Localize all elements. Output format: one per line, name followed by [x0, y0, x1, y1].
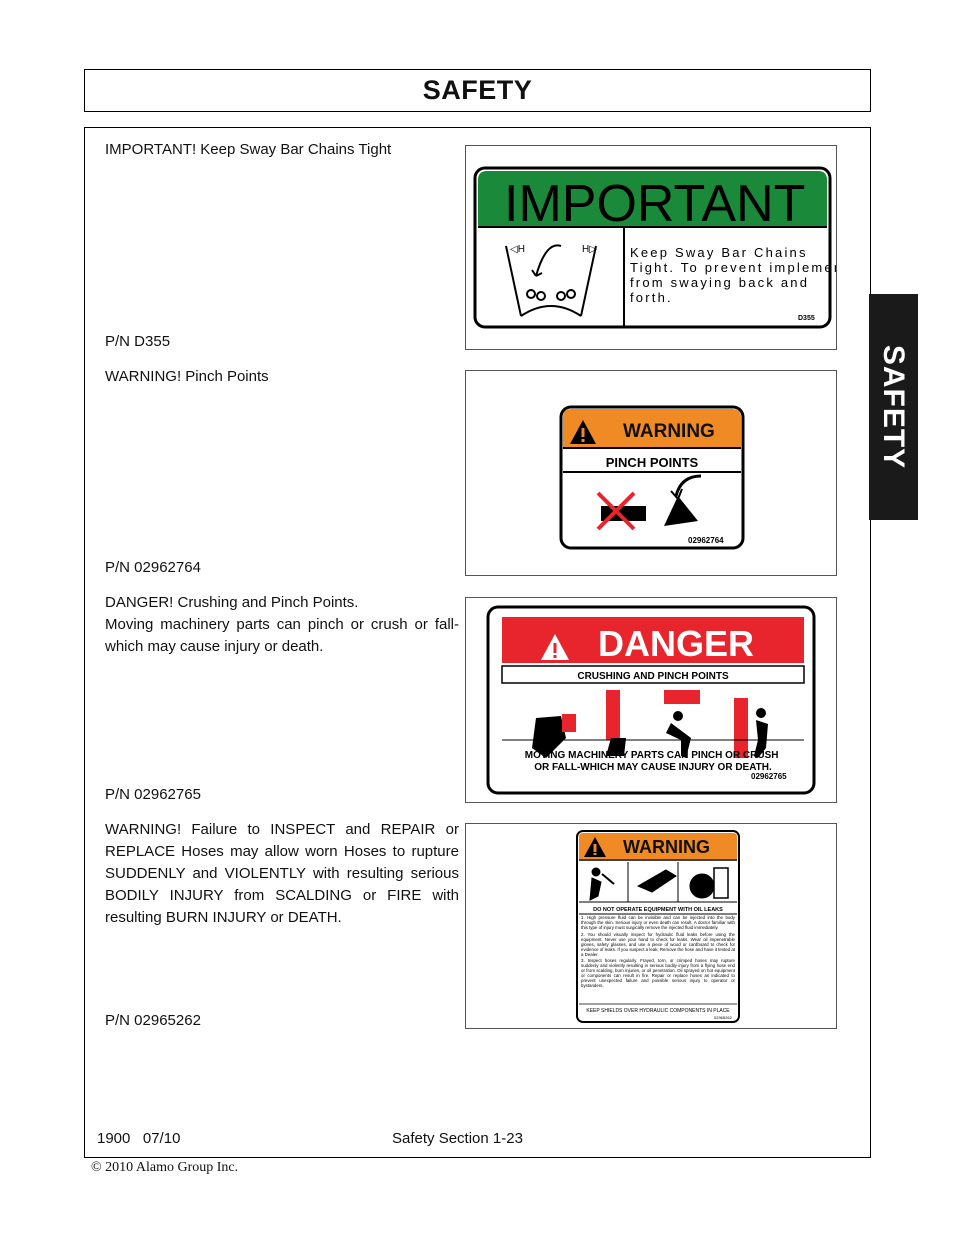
- danger-footer-line: OR FALL-WHICH MAY CAUSE INJURY OR DEATH.: [534, 762, 772, 773]
- important-message-line: Tight. To prevent implement: [630, 260, 836, 275]
- decal-important-d355: [465, 145, 837, 350]
- decal-subtitle: PINCH POINTS: [605, 455, 699, 470]
- important-decal-graphic: [466, 146, 836, 349]
- danger-footer-line: MOVING MACHINERY PARTS CAN PINCH OR CRUSH: [524, 750, 779, 761]
- section-body: Moving machinery parts can pinch or crush or fall-which may cause injury or death.: [105, 616, 459, 655]
- footer-model-date-text: 1900 07/10: [97, 1130, 181, 1147]
- warning-banner-text: WARNING: [623, 421, 715, 442]
- part-number: P/N D355: [105, 333, 171, 350]
- hose-warning-item: 3. Inspect hoses regularly. Frayed, torn, or crimped hoses may rupture suddenly and violently resulting in serious bodily injury from a flying hose end or from scalding, burn injuries, or oil penetration. Oil sprayed on hot equipment or components can result in fire. Repair or replace hoses as indicated to prevent unexpected failure and possible serious injury to operator or bystanders.: [581, 958, 735, 988]
- hose-decal-footer: KEEP SHIELDS OVER HYDRAULIC COMPONENTS IN PLACE: [586, 1008, 730, 1014]
- decal-warning-02962764: [465, 370, 837, 576]
- decal-code: 02965262: [714, 1015, 732, 1020]
- danger-decal-graphic: [466, 598, 836, 802]
- important-banner-text: IMPORTANT: [504, 175, 806, 233]
- decal-code: 02962764: [688, 536, 724, 545]
- important-message-line: from swaying back and: [630, 275, 810, 290]
- svg-text:H▷: H▷: [582, 244, 597, 255]
- decal-warning-02965262: [465, 823, 837, 1029]
- section-body: WARNING! Failure to INSPECT and REPAIR or REPLACE Hoses may allow worn Hoses to rupture SUDDENLY and VIOLENTLY with resulting serious BODILY INJURY from SCALDING or FIRE with resulting BURN INJURY or DEATH.: [105, 821, 459, 926]
- important-message-line: Keep Sway Bar Chains: [630, 245, 808, 260]
- warning-banner-text: WARNING: [623, 837, 710, 857]
- part-number: P/N 02962765: [105, 786, 201, 803]
- section-heading: WARNING! Pinch Points: [105, 368, 269, 385]
- danger-banner-text: DANGER: [598, 623, 755, 664]
- important-message-line: forth.: [630, 290, 673, 305]
- hose-decal-graphic: [466, 824, 836, 1028]
- section-tab-label: SAFETY: [877, 344, 911, 470]
- pinch-decal-graphic: [466, 371, 836, 575]
- page-title: SAFETY: [422, 75, 533, 105]
- section-heading: DANGER! Crushing and Pinch Points.: [105, 594, 359, 611]
- decal-subtitle: CRUSHING AND PINCH POINTS: [577, 671, 729, 682]
- decal-code: 02962765: [751, 772, 787, 781]
- svg-text:MOVING MACHINERY PARTS CAN PIN: [525, 750, 782, 773]
- section-tab: [869, 294, 918, 520]
- part-number: P/N 02962764: [105, 559, 201, 576]
- decal-danger-02962765: [465, 597, 837, 803]
- svg-text:◁H: ◁H: [510, 244, 525, 255]
- copyright: © 2010 Alamo Group Inc.: [91, 1160, 239, 1175]
- section-heading: IMPORTANT! Keep Sway Bar Chains Tight: [105, 141, 392, 158]
- hose-warning-item: 1. High pressure fluid can be invisible and can be injected into the body through the skin. Serious injury or even death can result. A doctor familiar with this type of injury must surgically remove the injected fluid immediately.: [581, 915, 735, 930]
- decal-code: D355: [798, 315, 815, 322]
- page-header: [84, 69, 871, 112]
- decal-subtitle: DO NOT OPERATE EQUIPMENT WITH OIL LEAKS: [593, 907, 723, 913]
- hose-warning-item: 2. You should visually inspect for hydraulic fluid leaks before using the equipment. Never use your hand to check for leaks. Wear oil impenetrable gloves, safety glasses, and use a piece of wood or cardboard to check for evidence of leaks. If you suspect a leak, Remove the hose and have it tested at a Dealer.: [581, 931, 735, 957]
- part-number: P/N 02965262: [105, 1012, 201, 1029]
- footer-model-date: [97, 1130, 180, 1147]
- footer-page-number: Safety Section 1-23: [392, 1130, 523, 1147]
